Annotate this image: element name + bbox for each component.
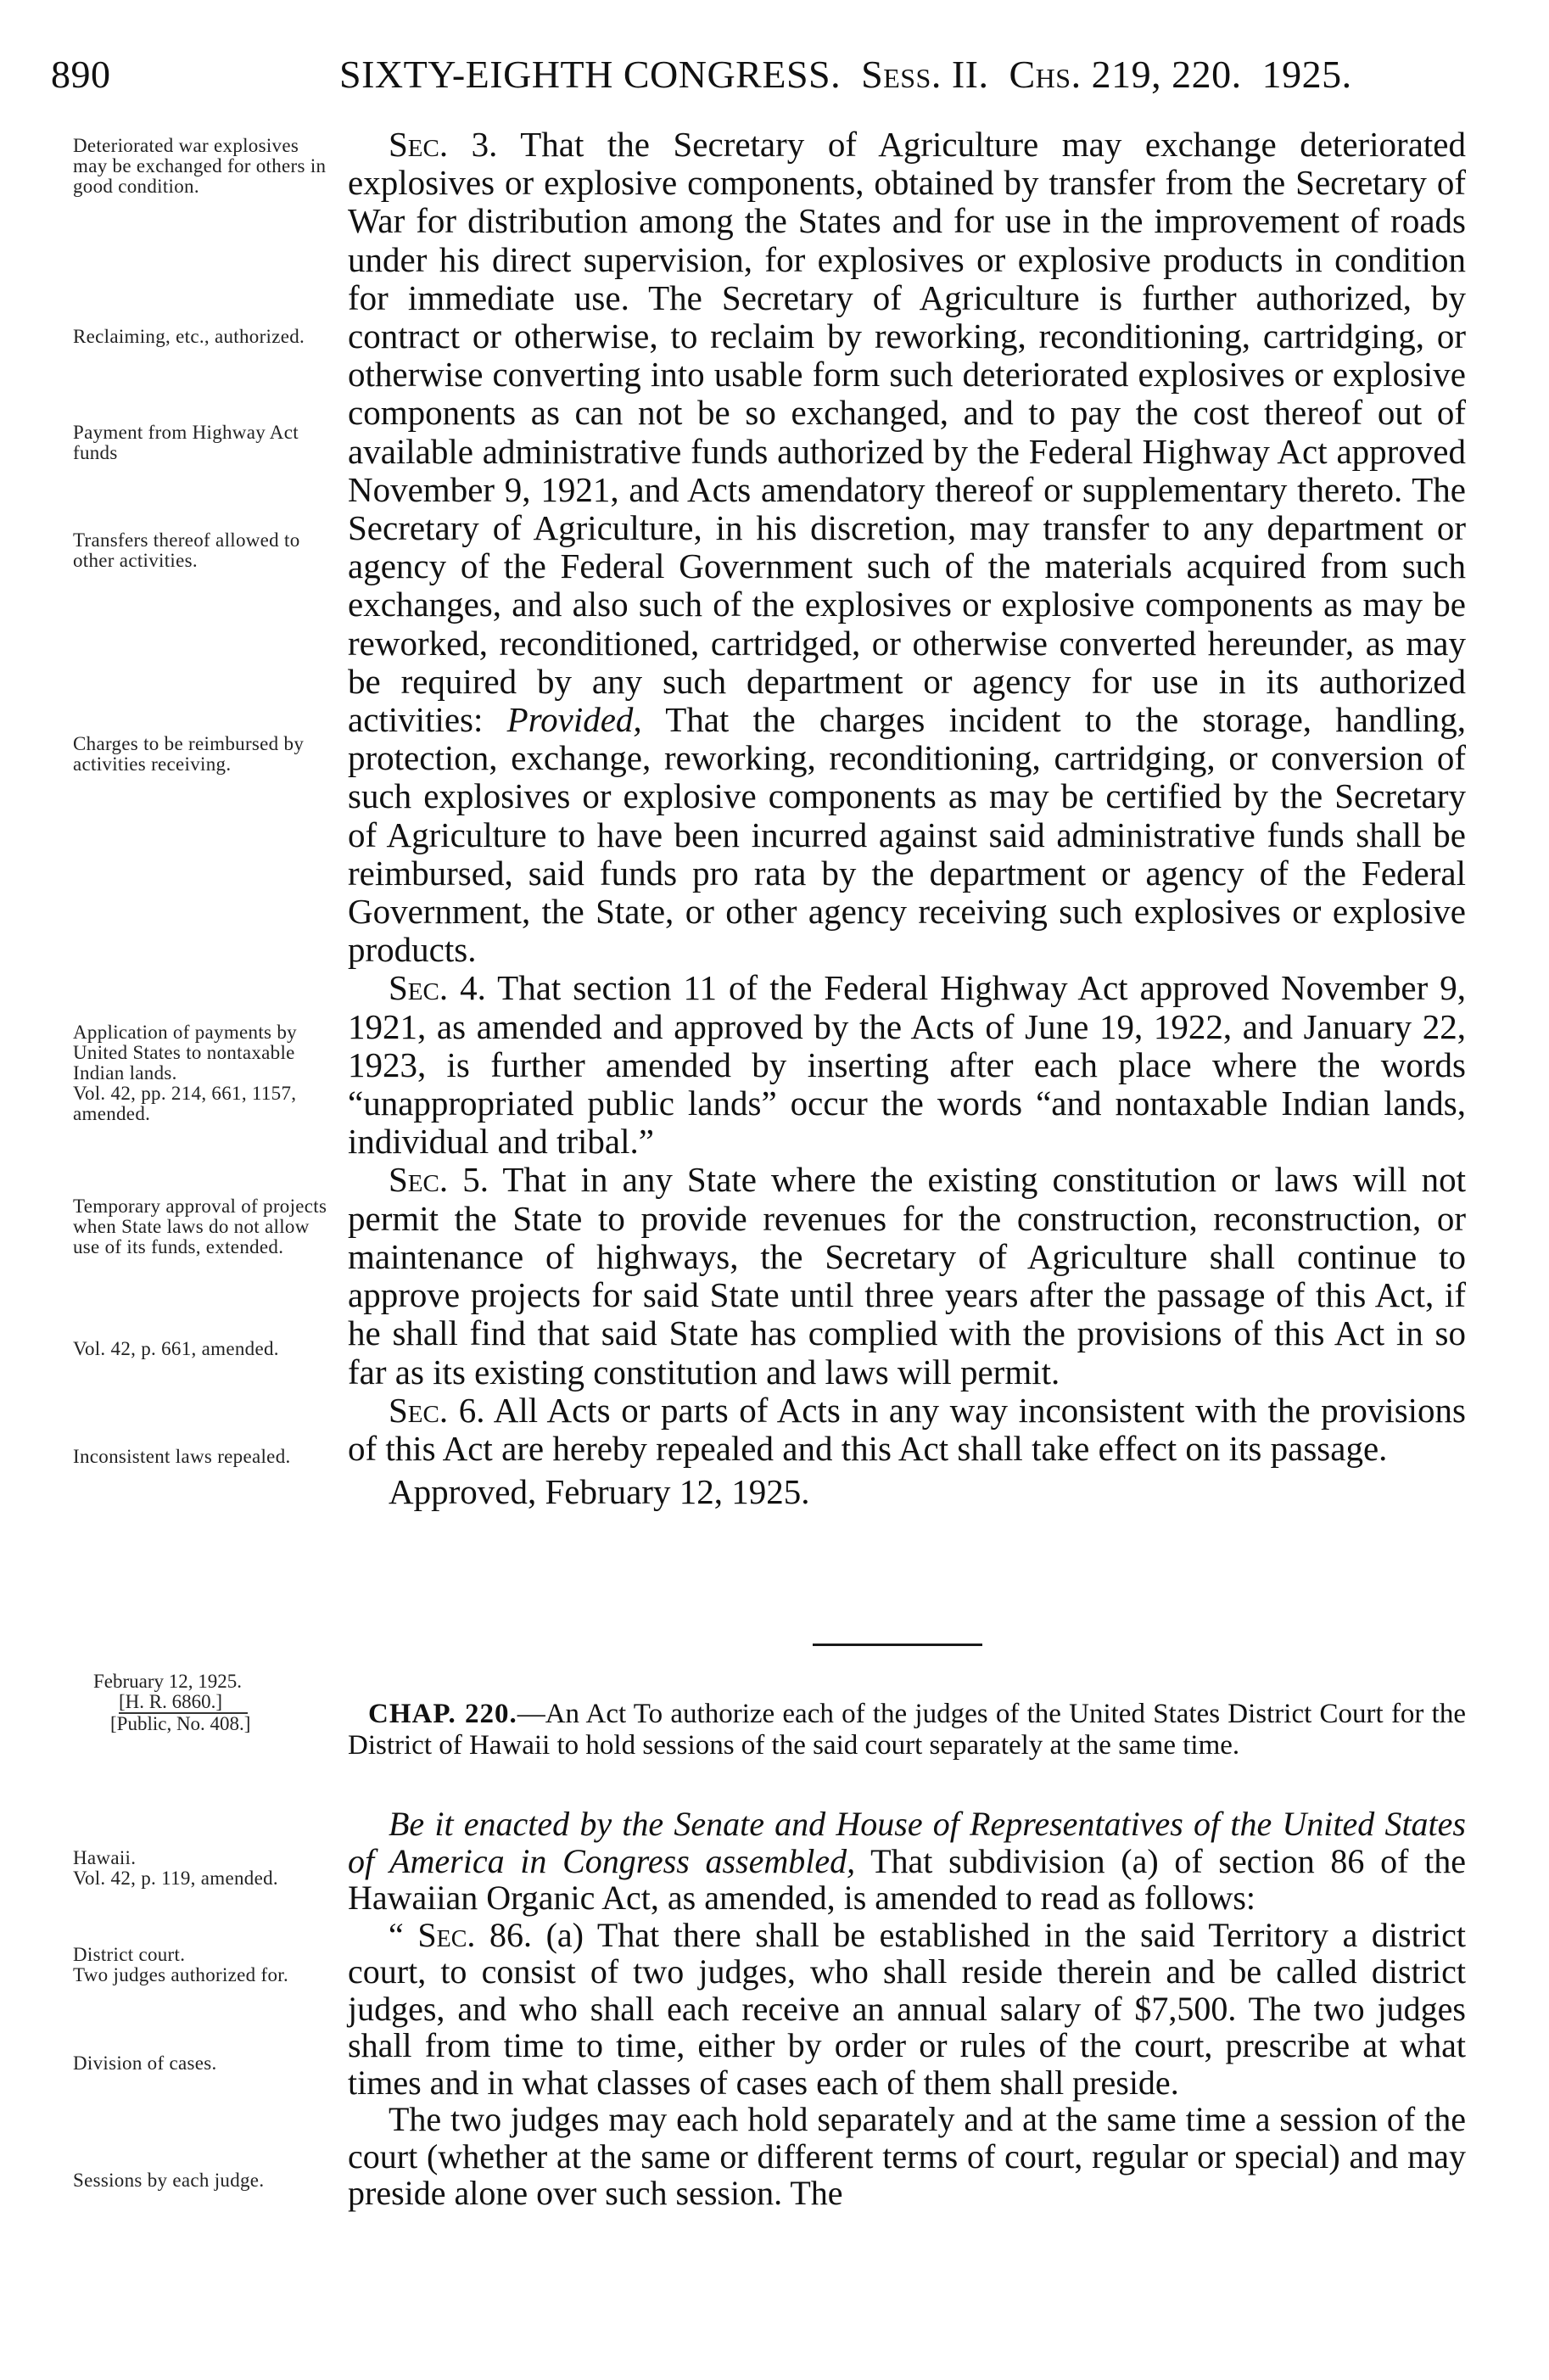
section-3-label: Sec. — [389, 125, 449, 164]
margin-note-application-cite: Vol. 42, pp. 214, 661, 1157, amended. — [73, 1083, 297, 1124]
section-4-text: 4. That section 11 of the Federal Highway Act approved November 9, 1921, as amended and approved by the Acts of June 19, 1922, and January 22, 1923, is further amended by inserting after each place where the words “unappropriated public lands” occur the words “and nontaxable Indian lands, individual and tribal.” — [348, 968, 1466, 1162]
sections-3-to-6 — [348, 126, 1466, 1511]
chapter-220-title: —An Act To authorize each of the judges of the United States District Court for the District of Hawaii to hold sessions of the said court separately at the same time. — [348, 1699, 1466, 1761]
chapter-220-label: CHAP. 220. — [368, 1699, 517, 1729]
section-86-text: 86. (a) That there shall be established in the said Territory a district court, to consist of two judges, who shall reside therein and be called district judges, and who shall each receive an annual salary of $7,500. The two judges shall from time to time, either by order or rules of the court, prescribe at what times and in what classes of cases each of them shall preside. — [348, 1915, 1467, 2102]
section-3-text-after: That the charges incident to the storage, handling, protection, exchange, reworking, reconditioning, cartridging, or conversion of such explosives or explosive components as may be certified by the Secretary of Agriculture to have been incurred against said administrative funds shall be reimbursed, said funds pro rata by the department or agency of the Federal Government, the State, or other agency receiving such explosives or explosive products. — [348, 700, 1467, 970]
margin-note-application — [73, 1022, 336, 1124]
page-header — [51, 49, 1493, 100]
margin-note-reclaiming: Reclaiming, etc., authorized. — [73, 326, 305, 347]
margin-note-deteriorated: Deteriorated war explosives may be exchanged for others in good condition. — [73, 135, 327, 197]
section-86-label: Sec. — [417, 1915, 476, 1954]
enacting-clause-italic: Be it enacted by the Senate and House of Representatives of the United States of America in Congress assembled, — [348, 1805, 1466, 1880]
section-3-text: 3. That the Secretary of Agriculture may exchange deteriorated explosives or explosive components, obtained by transfer from the Secretary of War for distribution among the States and for use in the improvement of roads under his direct supervision, for explosives or explosive products in condition for immediate use. The Secretary of Agriculture is further authorized, by contract or otherwise, to reclaim by reworking, reconditioning, cartridging, or otherwise converting into usable form such deteriorated explosives or explosive components as can not be so exchanged, and to pay the cost thereof out of available administrative funds authorized by the Federal Highway Act approved November 9, 1921, and Acts amendatory thereof or supplementary thereto. The Secretary of Agriculture, in his discretion, may transfer to any department or agency of the Federal Government such of the materials acquired from such exchanges, and also such of the explosives or explosive components as may be reworked, reconditioned, cartridged, or otherwise converted hereunder, as may be required by any such department or agency for use in its authorized activities: — [348, 125, 1466, 740]
margin-note-temporary-cite: Vol. 42, p. 661, amended. — [73, 1338, 279, 1359]
margin-note-payment: Payment from Highway Act funds — [73, 422, 299, 463]
chapters-abbrev: Chs. — [1009, 53, 1082, 96]
section-4 — [348, 969, 1466, 1161]
chapter-220-bill: [H. R. 6860.] — [119, 1692, 248, 1714]
margin-note-hawaii-text: Hawaii. — [73, 1847, 137, 1868]
section-3 — [348, 126, 1466, 969]
provided-clause: Provided, — [506, 700, 642, 740]
section-6-text: 6. All Acts or parts of Acts in any way inconsistent with the provisions of this Act are hereby repealed and this Act shall take effect on its passage. — [348, 1390, 1467, 1468]
margin-note-transfers: Transfers thereof allowed to other activities. — [73, 529, 300, 571]
section-5-text: 5. That in any State where the existing constitution or laws will not permit the State to provide revenues for the construction, reconstruction, or maintenance of highways, the Secretary of Agriculture shall continue to approve projects for said State until three years after the passage of this Act, if he shall find that said State has complied with the provisions of this Act in so far as its existing constitution and laws will permit. — [348, 1160, 1467, 1392]
session-number: II. — [951, 53, 989, 96]
margin-note-temporary: Temporary approval of projects when State laws do not allow use of its funds, extended. — [73, 1196, 327, 1257]
chapter-220-heading — [348, 1699, 1466, 1761]
approved-date: Approved, February 12, 1925. — [389, 1472, 810, 1512]
margin-note-inconsistent: Inconsistent laws repealed. — [73, 1446, 291, 1467]
running-head — [339, 49, 1352, 100]
margin-note-hawaii-cite: Vol. 42, p. 119, amended. — [73, 1868, 278, 1889]
congress-title: SIXTY-EIGHTH CONGRESS. — [339, 53, 842, 96]
section-divider — [813, 1644, 982, 1646]
session-abbrev: Sess. — [861, 53, 942, 96]
section-4-label: Sec. — [389, 968, 449, 1008]
margin-note-two-judges: Two judges authorized for. — [73, 1964, 289, 1985]
margin-note-application-text: Application of payments by United States to nontaxable Indian lands. — [73, 1022, 297, 1084]
section-86-para-2: The two judges may each hold separately and at the same time a session of the court (whether at the same or different terms of court, regular or special) and may preside alone over such session. The — [348, 2100, 1466, 2212]
margin-note-district-court-text: District court. — [73, 1944, 186, 1965]
chapter-220-public: [Public, No. 408.] — [110, 1713, 251, 1734]
chapter-220-date: February 12, 1925. — [93, 1671, 243, 1692]
margin-note-hawaii — [73, 1848, 336, 1889]
section-5 — [348, 1161, 1466, 1391]
page-number: 890 — [51, 53, 111, 96]
section-5-label: Sec. — [389, 1160, 449, 1200]
section-6-label: Sec. — [389, 1390, 449, 1430]
enacting-clause — [348, 1806, 1466, 1917]
section-86-open-quote: “ — [389, 1915, 404, 1954]
chapter-220-sidenote — [93, 1672, 348, 1734]
year: 1925. — [1261, 53, 1352, 96]
margin-note-district-court — [73, 1945, 336, 1985]
margin-note-sessions: Sessions by each judge. — [73, 2170, 265, 2191]
margin-note-division: Division of cases. — [73, 2052, 217, 2074]
section-86 — [348, 1917, 1466, 2102]
chapter-220-body — [348, 1806, 1466, 2212]
margin-note-charges: Charges to be reimbursed by activities receiving. — [73, 733, 305, 775]
section-6 — [348, 1392, 1466, 1468]
chapters: 219, 220. — [1091, 53, 1242, 96]
enacting-clause-text: That subdivision (a) of section 86 of the Hawaiian Organic Act, as amended, is amended to read as follows: — [348, 1841, 1466, 1917]
